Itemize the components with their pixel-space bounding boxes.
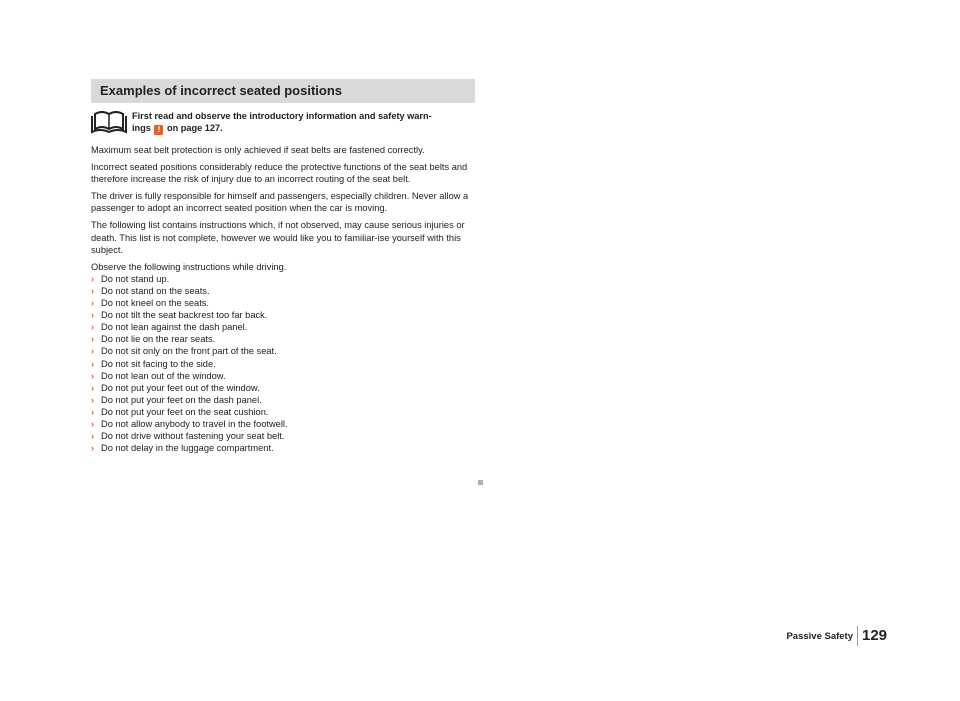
chevron-right-icon: › [91,431,95,442]
read-first-line-1: First read and observe the introductory information and safety warn- [132,111,432,121]
list-item-text: Do not delay in the luggage compartment. [101,443,274,454]
chevron-right-icon: › [91,394,95,405]
section-end-mark [478,480,483,485]
chevron-right-icon: › [91,310,95,321]
list-item [91,297,477,309]
list-item-text: Do not put your feet on the seat cushion. [101,406,269,417]
page-number: 129 [862,627,888,644]
list-item [91,382,477,394]
chevron-right-icon: › [91,443,95,454]
list-item-text: Do not sit only on the front part of the seat. [101,346,277,357]
list-item [91,321,477,333]
list-item-text: Do not put your feet out of the window. [101,382,260,393]
paragraph: Incorrect seated positions considerably reduce the protective functions of the seat belts and therefore increase the risk of injury due to an incorrect routing of the seat belt. [91,162,468,185]
list-item [91,273,477,285]
paragraph: The following list contains instructions which, if not observed, may cause serious injuries or death. This list is not complete, however we would like you to familiar-ise yourself with this subject. [91,220,465,255]
list-item [91,309,477,321]
read-first-line-2 [132,122,475,135]
list-item [91,406,477,418]
list-item-text: Do not tilt the seat backrest too far back. [101,310,268,321]
list-item-text: Do not lie on the rear seats. [101,334,216,345]
read-first-line-2-prefix: ings [132,123,151,133]
chevron-right-icon: › [91,406,95,417]
page-reference-link[interactable]: on page 127. [167,123,223,133]
list-item-text: Do not drive without fastening your seat belt. [101,431,285,442]
chevron-right-icon: › [91,358,95,369]
chevron-right-icon: › [91,322,95,333]
chevron-right-icon: › [91,273,95,284]
list-item [91,430,477,442]
list-intro: Observe the following instructions while driving. [91,261,287,272]
chevron-right-icon: › [91,285,95,296]
footer-chapter-title: Passive Safety [786,631,853,642]
instruction-list [91,273,477,454]
list-item [91,370,477,382]
list-item [91,358,477,370]
chevron-right-icon: › [91,418,95,429]
section-title: Examples of incorrect seated positions [91,79,475,103]
list-item [91,333,477,345]
chevron-right-icon: › [91,334,95,345]
read-first-text [132,110,475,135]
body-text [91,144,477,454]
list-item-text: Do not put your feet on the dash panel. [101,394,262,405]
list-item-text: Do not lean out of the window. [101,370,226,381]
paragraph: The driver is fully responsible for himself and passengers, especially children. Never allow a passenger to adopt an incorrect seated position when the car is moving. [91,191,469,214]
chevron-right-icon: › [91,370,95,381]
paragraph: Maximum seat belt protection is only achieved if seat belts are fastened correctly. [91,145,425,155]
list-item-text: Do not kneel on the seats. [101,298,210,309]
list-item [91,345,477,357]
chevron-right-icon: › [91,298,95,309]
chevron-right-icon: › [91,382,95,393]
list-item [91,442,477,454]
read-first-notice [91,110,475,136]
list-item [91,285,477,297]
list-item-text: Do not lean against the dash panel. [101,322,248,333]
list-item-text: Do not allow anybody to travel in the footwell. [101,418,288,429]
open-book-icon [91,110,127,136]
warning-icon[interactable]: ! [154,125,163,135]
footer-divider [857,626,858,646]
list-item [91,394,477,406]
list-item-text: Do not sit facing to the side. [101,358,216,369]
list-item-text: Do not stand on the seats. [101,285,210,296]
chevron-right-icon: › [91,346,95,357]
list-item [91,418,477,430]
list-item-text: Do not stand up. [101,273,170,284]
